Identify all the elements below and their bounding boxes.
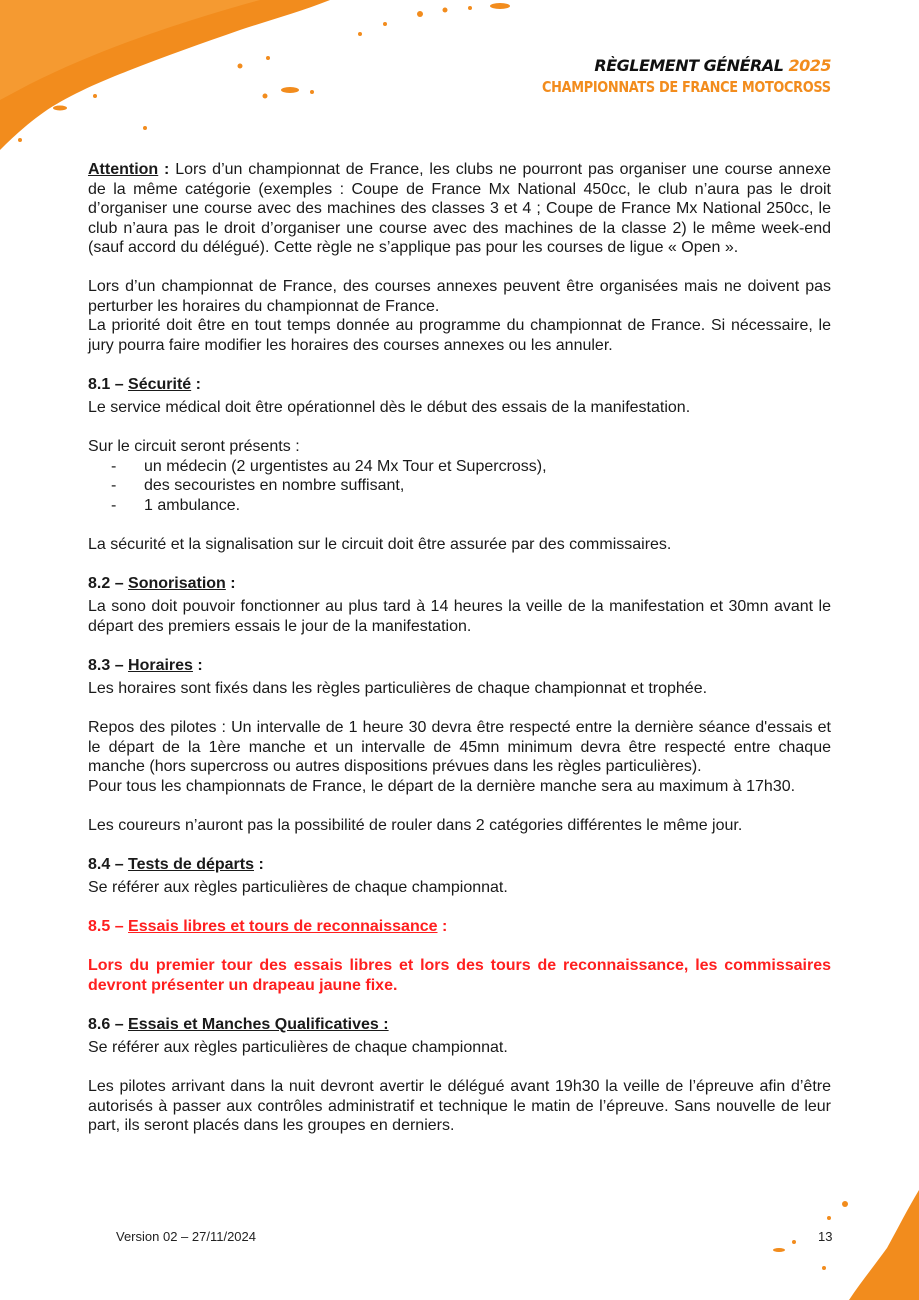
document-year: 2025 [788, 56, 831, 75]
yellow-flag-paragraph: Lors du premier tour des essais libres et lors des tours de reconnaissance, les commissaires devront présenter un drapeau jaune fixe. [88, 957, 831, 994]
paragraph: La sono doit pouvoir fonctionner au plus tard à 14 heures la veille de la manifestation et 30mn avant le départ des premiers essais le jour de la manifestation. [88, 598, 831, 635]
document-title [495, 56, 831, 76]
document-subtitle: CHAMPIONNATS DE FRANCE MOTOCROSS [542, 78, 831, 96]
section-colon: : [254, 855, 264, 873]
list-item: - un médecin (2 urgentistes au 24 Mx Tour et Supercross), [111, 457, 831, 477]
paragraph: Se référer aux règles particulières de chaque championnat. [88, 1039, 508, 1056]
section-number: 8.6 – [88, 1015, 129, 1033]
paragraph: Les pilotes arrivant dans la nuit devront avertir le délégué avant 19h30 la veille de l’épreuve afin d’être autorisés à passer aux contrôles administratif et technique le matin de l’épreuve. Sans nouvelle de leur part, ils seront placés dans les groupes en derniers. [88, 1078, 831, 1134]
paragraph: La sécurité et la signalisation sur le circuit doit être assurée par des commissaires. [88, 535, 672, 553]
attention-text: Lors d’un championnat de France, les clubs ne pourront pas organiser une course annexe de la même catégorie (exemples : Coupe de France Mx National 450cc, le club n’aura pas le droit d’organiser une course avec des machines des classes 3 et 4 ; Coupe de France Mx National 250cc, le club n’aura pas le droit d’organiser une course avec des machines de la classe 2) le même week-end (sauf accord du délégué). Cette règle ne s’applique pas pour les courses de ligue « Open ». [88, 161, 832, 256]
section-title: Sécurité [128, 375, 192, 393]
paragraph: Sur le circuit seront présents : [88, 438, 300, 455]
section-heading-8-1 [88, 375, 831, 395]
footer-version: Version 02 – 27/11/2024 [116, 1229, 256, 1244]
section-colon: : [225, 574, 236, 592]
section-colon: : [437, 918, 448, 935]
attention-separator: : [158, 161, 170, 178]
paragraph: Repos des pilotes : Un intervalle de 1 heure 30 devra être respecté entre la dernière séance d'essais et le départ de la 1ère manche et un intervalle de 45mn minimum devra être respecté entre chaque manche (hors supercross ou autres dispositions prévues dans les règles particulières). [88, 719, 831, 775]
section-number: 8.4 – [88, 855, 129, 873]
section-title: Sonorisation [128, 574, 226, 592]
document-title-text: RÈGLEMENT GÉNÉRAL [594, 56, 784, 75]
section-heading-8-6 [88, 1015, 831, 1035]
attention-label: Attention [88, 161, 159, 178]
annex-races-paragraph: Lors d’un championnat de France, des courses annexes peuvent être organisées mais ne doivent pas perturber les horaires du championnat de France. [88, 278, 831, 315]
section-number: 8.5 – [88, 918, 129, 935]
page-number: 13 [818, 1229, 833, 1244]
list-item: - des secouristes en nombre suffisant, [111, 476, 831, 496]
paragraph: Pour tous les championnats de France, le départ de la dernière manche sera au maximum à 17h30. [88, 777, 796, 795]
section-number: 8.1 – [88, 375, 129, 393]
section-title: Essais libres et tours de reconnaissance [128, 918, 438, 935]
paragraph: Les coureurs n’auront pas la possibilité de rouler dans 2 catégories différentes le même jour. [88, 816, 743, 834]
section-title: Tests de départs [128, 855, 254, 873]
orange-brush-decoration-bottom [749, 1190, 919, 1300]
section-number: 8.2 – [88, 574, 129, 592]
document-body [88, 160, 831, 1136]
paragraph: Se référer aux règles particulières de chaque championnat. [88, 879, 508, 896]
section-title: Essais et Manches Qualificatives : [128, 1015, 389, 1033]
section-heading-8-4 [88, 855, 831, 875]
medical-staff-list [111, 457, 831, 516]
priority-paragraph: La priorité doit être en tout temps donnée au programme du championnat de France. Si nécessaire, le jury pourra faire modifier les horaires des courses annexes ou les annuler. [88, 317, 831, 354]
section-heading-8-2 [88, 574, 831, 594]
section-heading-8-5 [88, 917, 831, 937]
section-title: Horaires [128, 656, 193, 674]
paragraph: Le service médical doit être opérationnel dès le début des essais de la manifestation. [88, 399, 691, 416]
section-heading-8-3 [88, 656, 831, 676]
list-item: - 1 ambulance. [111, 496, 831, 516]
section-colon: : [192, 656, 203, 674]
document-header [495, 56, 831, 98]
section-number: 8.3 – [88, 656, 129, 674]
section-colon: : [191, 375, 201, 393]
paragraph: Les horaires sont fixés dans les règles particulières de chaque championnat et trophée. [88, 680, 708, 697]
orange-brush-decoration [0, 0, 520, 170]
attention-paragraph [88, 160, 831, 258]
